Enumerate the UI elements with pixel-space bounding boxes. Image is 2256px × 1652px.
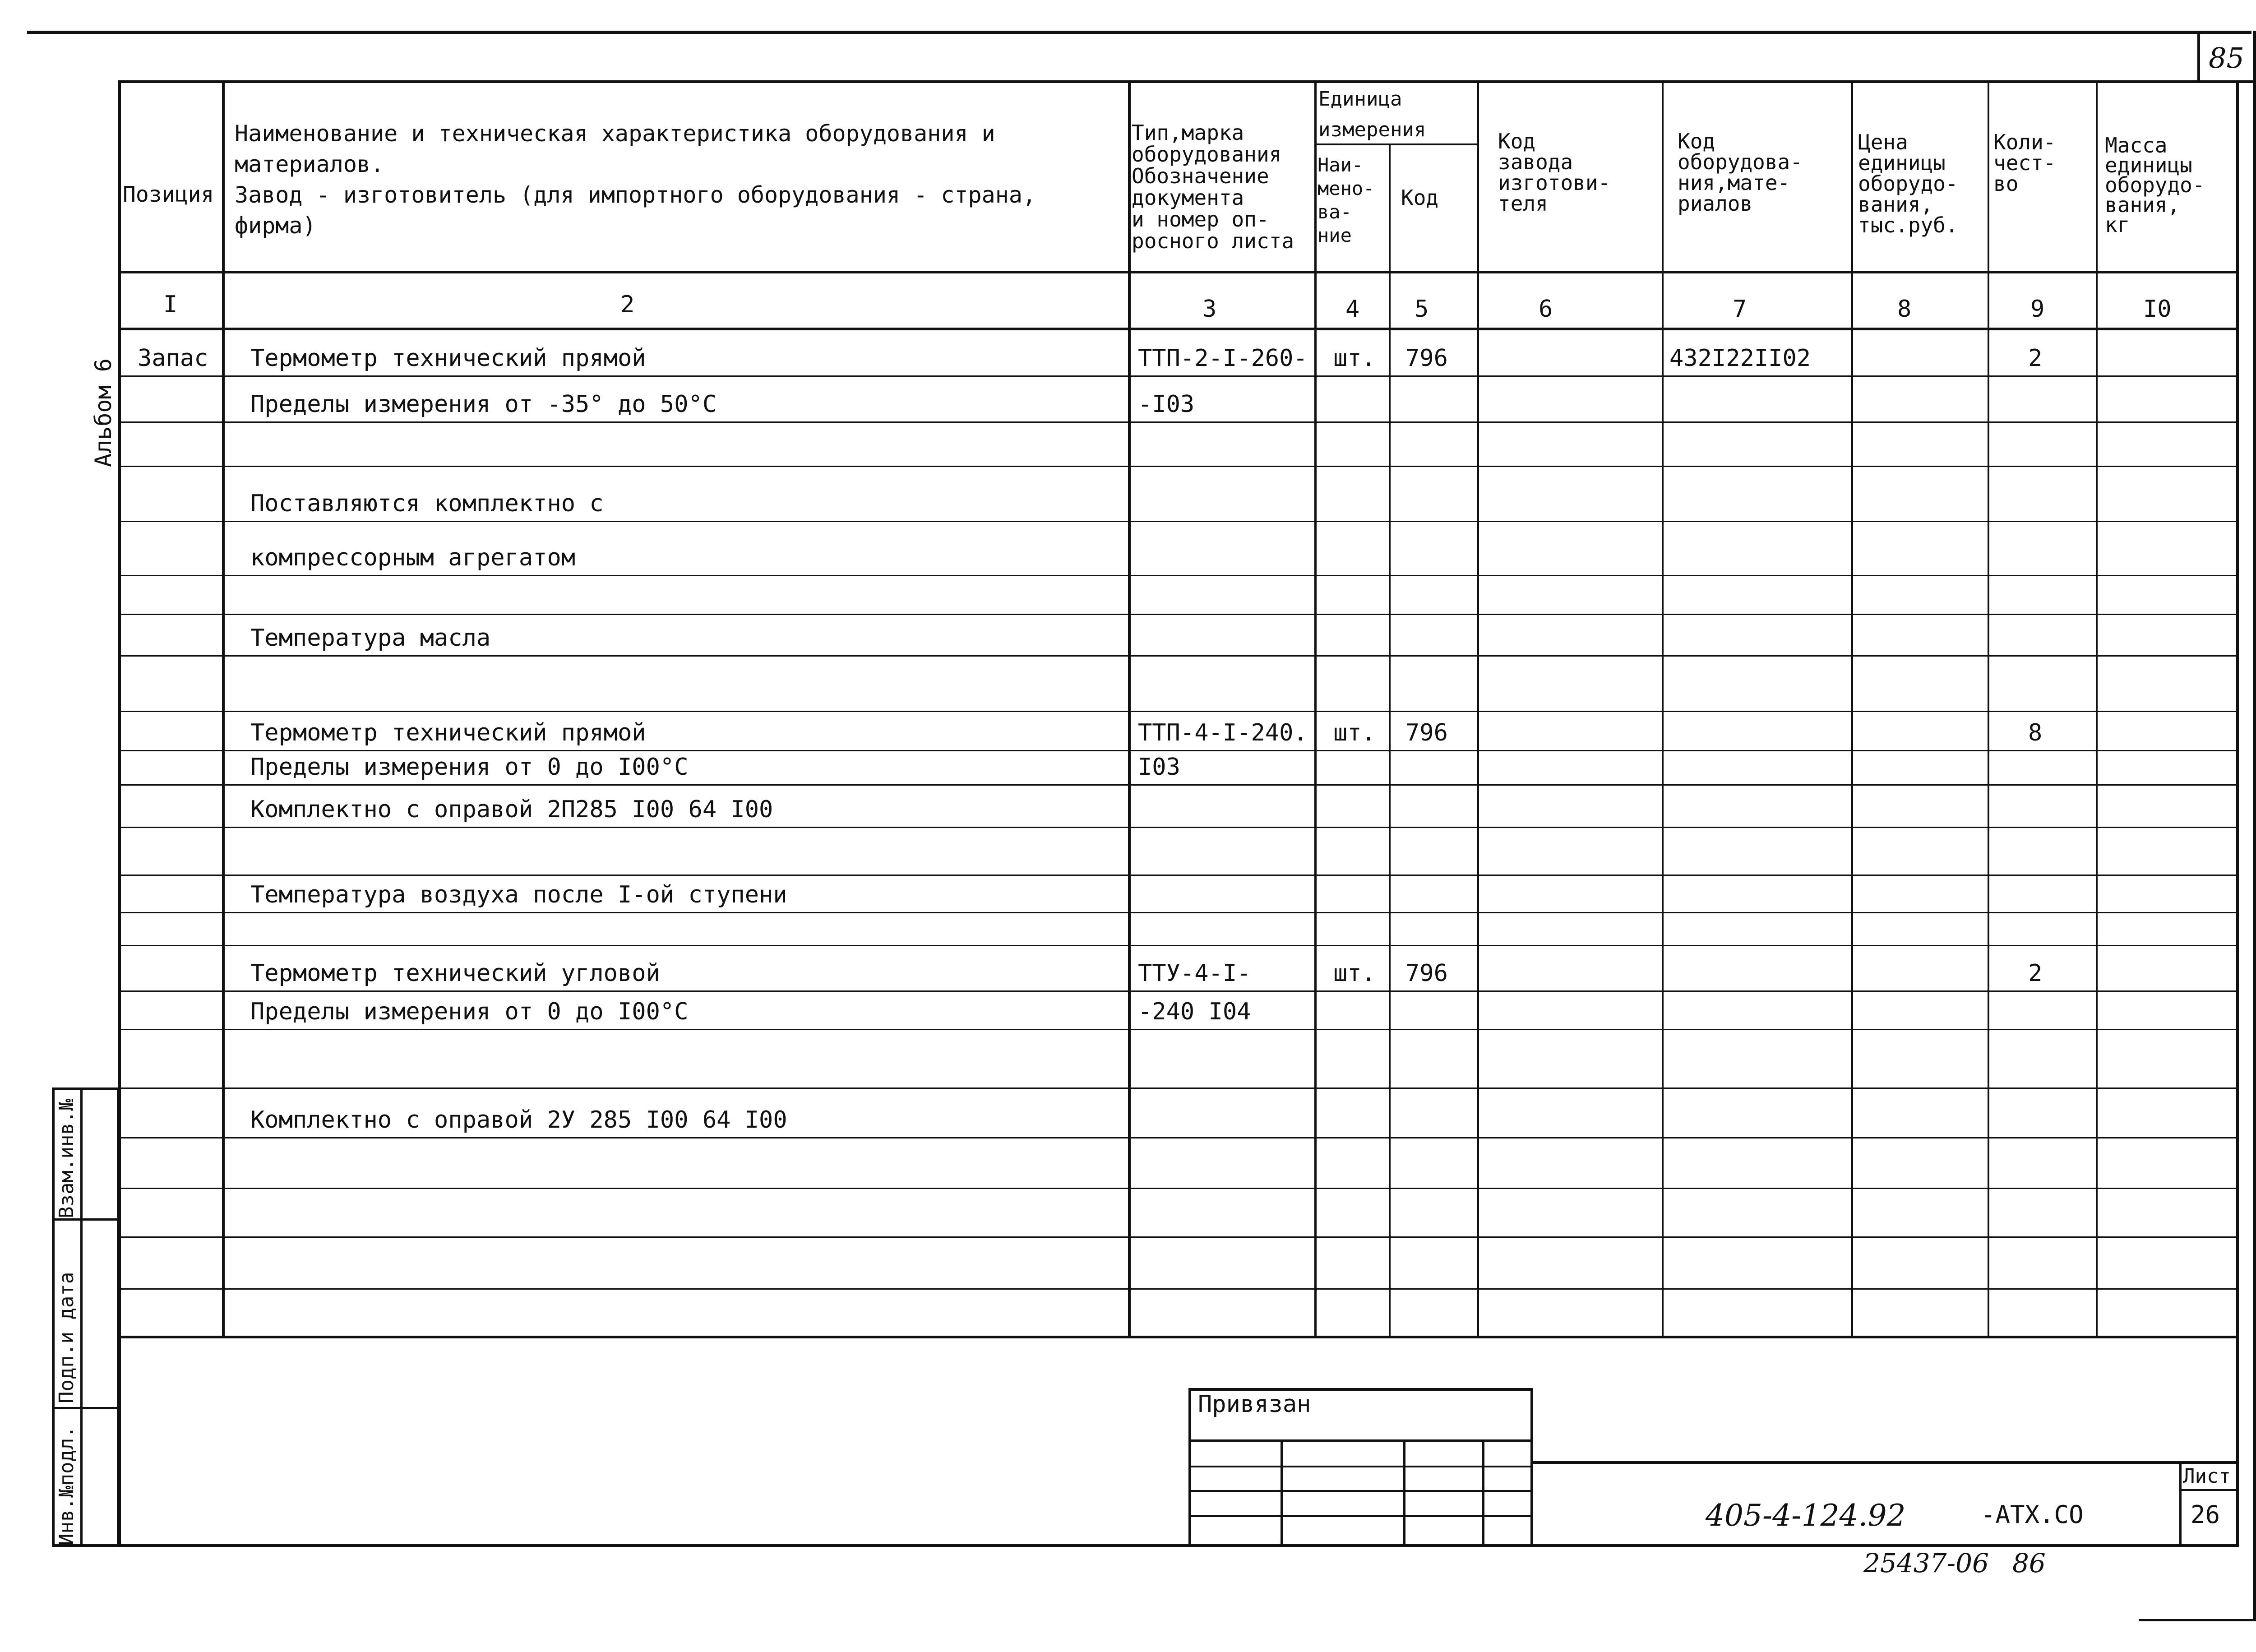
header-quantity: Коли- чест- во [1993,130,2056,196]
row-unit: шт. [1333,345,1376,372]
row-divider [118,750,2239,751]
row-divider [118,827,2239,828]
colnum-6: 6 [1539,296,1553,323]
row-unit-code: 796 [1405,960,1448,987]
row-divider [118,375,2239,377]
row-divider [118,1137,2239,1138]
row-divider [118,421,2239,423]
archive-page: 86 [2012,1548,2046,1578]
row-unit: шт. [1333,960,1376,987]
right-border-line [2253,31,2256,1619]
row-position: Запас [138,345,208,372]
attached-h1 [1188,1439,1533,1442]
header-unit-group: Единица измерения [1318,88,1426,141]
row-name: Термометр технический прямой [250,719,646,746]
stamp-top-line [1532,1461,2239,1464]
header-position: Позиция [123,182,214,207]
signature-date-label: Подп.и дата [55,1272,78,1403]
project-designation-suffix: -АТХ.СО [1981,1500,2084,1529]
row-name: Комплектно с оправой 2П285 I00 64 I00 [250,796,773,823]
colnum-1: I [163,291,178,318]
col-line-4 [1389,143,1391,1337]
row-name: Термометр технический прямой [250,345,646,372]
side-album-label: Альбом 6 [90,358,116,467]
colnum-7: 7 [1733,296,1747,323]
row-divider [118,521,2239,522]
row-divider [118,945,2239,946]
row-name: Температура воздуха после I-ой ступени [250,881,787,908]
row-name: компрессорным агрегатом [250,544,576,571]
attached-v3 [1482,1439,1484,1547]
col-line-3 [1314,80,1317,1337]
attached-v2 [1403,1439,1405,1547]
row-type: ТТП-2-I-260- [1138,345,1308,372]
row-type: I03 [1138,754,1180,781]
colnum-10: I0 [2143,296,2172,323]
row-divider [118,875,2239,876]
attached-label: Привязан [1198,1391,1311,1418]
row-name: Пределы измерения от 0 до I00°С [250,998,689,1025]
colnum-8: 8 [1897,296,1912,323]
row-divider [118,466,2239,467]
row-divider [118,1188,2239,1189]
colnum-3: 3 [1202,296,1217,323]
row-name: Пределы измерения от 0 до I00°С [250,754,689,781]
header-equipment-code: Код оборудова- ния,мате- риалов [1678,129,1803,216]
colnum-2: 2 [620,291,635,318]
sheet-number: 26 [2191,1500,2220,1529]
col-line-2 [1128,80,1131,1337]
row-type: -I03 [1138,391,1195,418]
row-unit: шт. [1333,719,1376,746]
row-divider [118,990,2239,992]
table-frame-top [118,80,2239,83]
row-divider [118,655,2239,657]
sheetbox-left [2179,1461,2182,1547]
row-divider [118,1029,2239,1030]
sheetbox-mid [2179,1489,2238,1491]
row-divider [118,784,2239,786]
row-divider [118,912,2239,913]
row-name: Комплектно с оправой 2У 285 I00 64 I00 [250,1106,787,1134]
row-divider [118,1236,2239,1238]
col-line-7 [1851,80,1853,1337]
left-strip-h1 [52,1218,120,1221]
row-unit-code: 796 [1405,719,1448,746]
row-name: Термометр технический угловой [250,960,660,987]
row-quantity: 8 [2028,719,2043,746]
project-designation: 405-4-124.92 [1706,1498,1906,1533]
header-manufacturer-code: Код завода изготови- теля [1498,129,1611,216]
row-divider [118,1087,2239,1089]
table-body-bottom [118,1336,2239,1338]
col-line-1 [222,80,225,1337]
row-quantity: 2 [2028,345,2043,372]
colnum-4: 4 [1345,296,1360,323]
header-type-brand: Тип,марка оборудования Обозначение документа и номер оп- росного листа [1132,120,1294,253]
header-name-description: Наименование и техническая характеристика оборудования и материалов. Завод - изготовитель (для импортного оборудования - страна, фирма) [235,120,1036,239]
archive-number: 25437-06 [1863,1548,1989,1578]
row-type: -240 I04 [1138,998,1251,1025]
header-unit-mass: Масса единицы оборудо- вания, кг [2105,133,2205,237]
col-line-8 [1988,80,1989,1337]
col-line-6 [1662,80,1664,1337]
row-divider [118,1288,2239,1290]
replace-inv-label: Взам.инв.№ [55,1099,78,1218]
row-type: ТТП-4-I-240. [1138,719,1308,746]
inv-original-label: Инв.№подл. [55,1426,78,1546]
colnum-5: 5 [1415,296,1429,323]
top-border-line [27,31,2251,34]
colnum-bottom-line [118,328,2239,330]
sheet-label: Лист [2183,1465,2231,1488]
header-unit-name: Наи- мено- ва- ние [1318,154,1375,246]
bottom-tail-line [2139,1619,2256,1621]
table-frame-right [2236,80,2239,1547]
row-name: Температура масла [250,625,491,652]
row-divider [118,575,2239,576]
table-frame-bottom [118,1544,2239,1547]
header-unit-code: Код [1401,185,1439,210]
row-equipment-code: 432I22II02 [1669,345,1811,372]
colnum-9: 9 [2030,296,2045,323]
attached-h3 [1188,1490,1533,1492]
header-bottom-line [118,271,2239,273]
col-line-5 [1477,80,1479,1337]
left-strip-h2 [52,1407,120,1409]
row-name: Поставляются комплектно с [250,490,604,517]
header-unit-price: Цена единицы оборудо- вания, тыс.руб. [1858,130,1958,237]
row-divider [118,614,2239,615]
attached-h4 [1188,1515,1533,1517]
row-type: ТТУ-4-I- [1138,960,1251,987]
row-name: Пределы измерения от -35° до 50°С [250,391,717,418]
corner-sheet-number: 85 [2209,42,2244,74]
left-strip-divider [80,1087,83,1547]
row-quantity: 2 [2028,960,2043,987]
attached-v1 [1281,1439,1283,1547]
row-divider [118,711,2239,712]
col-line-9 [2096,80,2098,1337]
row-unit-code: 796 [1405,345,1448,372]
attached-h2 [1188,1466,1533,1467]
